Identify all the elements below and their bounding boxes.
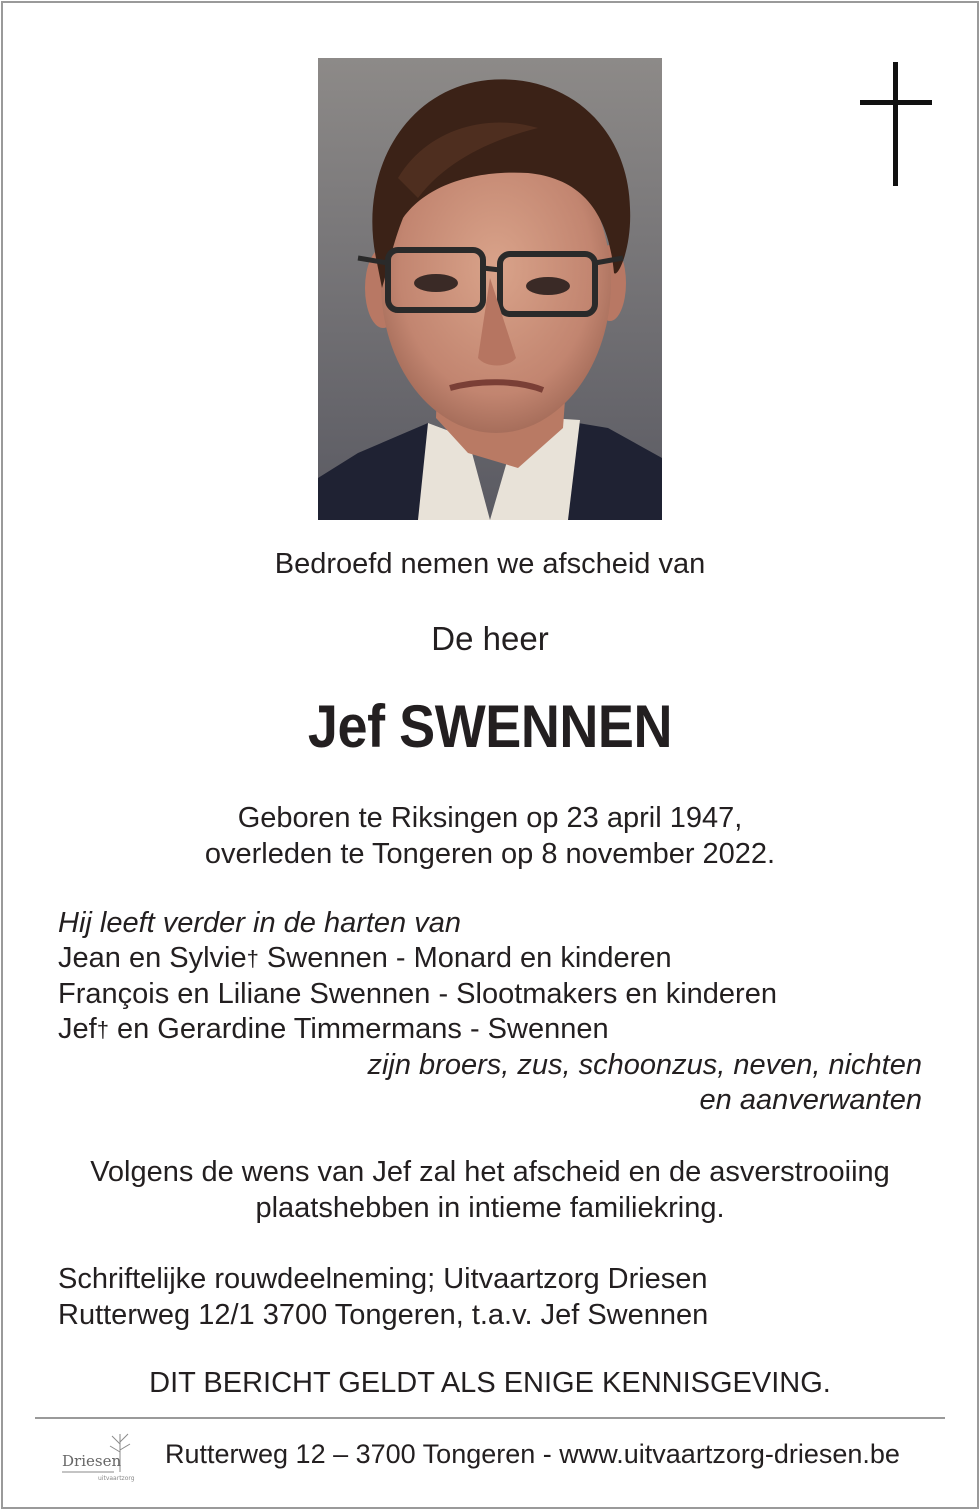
notice-text: DIT BERICHT GELDT ALS ENIGE KENNISGEVING. [149,1367,831,1399]
footer-divider [35,1417,945,1419]
death-line: overleden te Tongeren op 8 november 2022. [204,838,776,870]
svg-text:uitvaartzorg: uitvaartzorg [98,1475,135,1482]
wish-block [0,1154,980,1226]
family-line: Jean en Sylvie† Swennen - Monard en kinderen [58,942,672,974]
family-line: François en Liliane Swennen - Slootmakers en kinderen [58,978,777,1010]
condolence-address: Rutterweg 12/1 3700 Tongeren, t.a.v. Jef Swennen [58,1299,709,1331]
condolence-line: Schriftelijke rouwdeelneming; Uitvaartzorg Driesen [58,1263,708,1295]
intro-text: Bedroefd nemen we afscheid van [274,548,706,580]
family-line: Jef† en Gerardine Timmermans - Swennen [58,1013,609,1045]
deceased-mark-icon: † [96,1017,109,1042]
svg-text:Driesen: Driesen [62,1452,122,1470]
relation-line: en aanverwanten [699,1084,922,1116]
birth-line: Geboren te Riksingen op 23 april 1947, [237,802,743,834]
footer-address: Rutterweg 12 – 3700 Tongeren - www.uitvaartzorg-driesen.be [165,1439,900,1469]
wish-line: Volgens de wens van Jef zal het afscheid en de asverstrooiing [90,1156,890,1188]
wish-line: plaatshebben in intieme familiekring. [255,1192,725,1224]
deceased-mark-icon: † [246,946,259,971]
family-heading: Hij leeft verder in de harten van [58,907,461,939]
cross-icon [860,62,932,186]
honorific-title: De heer [431,620,549,657]
deceased-name: Jef SWENNEN [307,693,673,760]
relation-line: zijn broers, zus, schoonzus, neven, nichten [367,1049,922,1081]
condolence-block [58,1261,708,1333]
portrait-photo [318,58,662,520]
family-block [58,906,922,1118]
dates-block [0,800,980,872]
tree-logo-icon [58,1428,142,1484]
